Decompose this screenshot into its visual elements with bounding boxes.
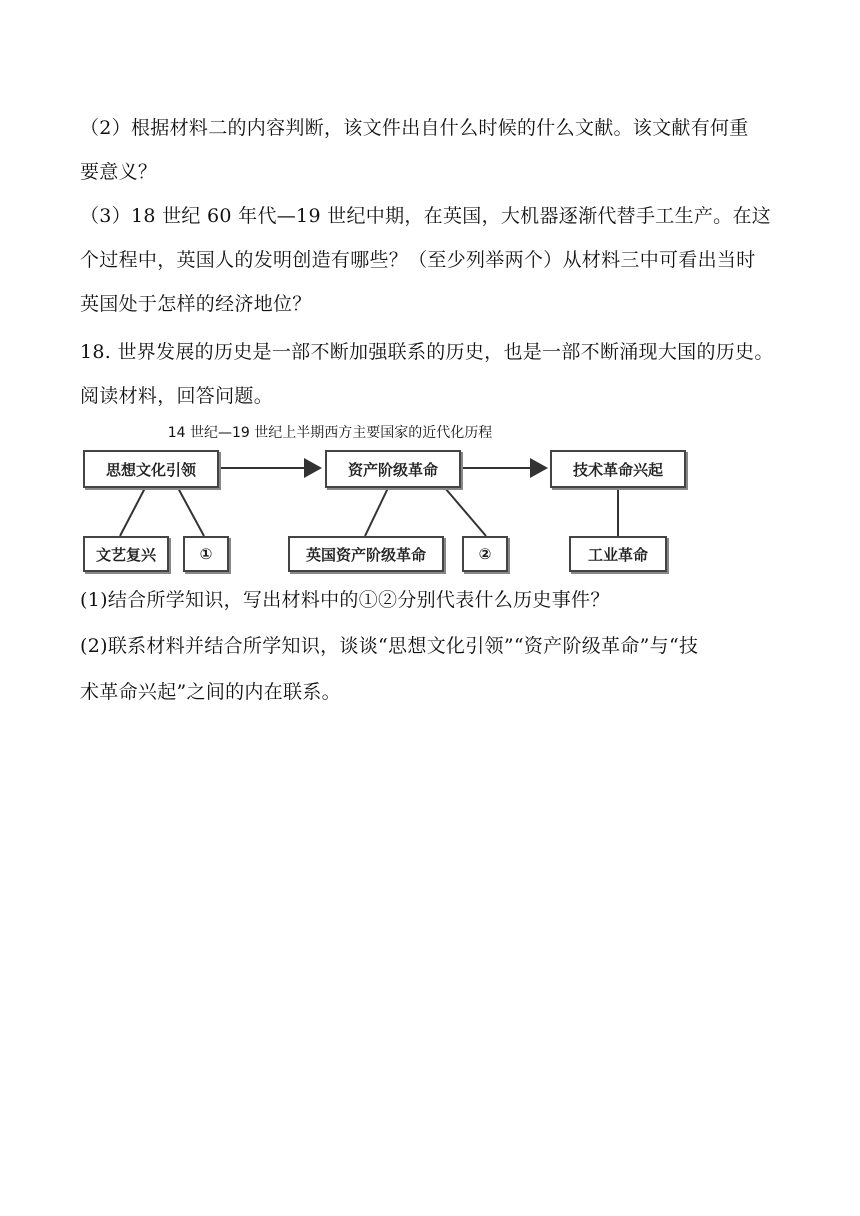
box-industrial-revolution: 工业革命: [569, 536, 667, 572]
box-blank-1: ①: [183, 536, 229, 572]
box-thought-culture: 思想文化引领: [83, 450, 219, 488]
branch-line-4: [445, 488, 486, 536]
diagram-title: 14 世纪—19 世纪上半期西方主要国家的近代化历程: [167, 425, 493, 441]
modernization-flow-diagram: [80, 418, 690, 578]
box-english-revolution: 英国资产阶级革命: [288, 536, 444, 572]
box-tech-revolution: 技术革命兴起: [550, 450, 686, 488]
branch-line-2: [178, 488, 204, 536]
box-blank-2: ②: [462, 536, 508, 572]
question-2-line-1: （2）根据材料二的内容判断，该文件出自什么时候的什么文献。该文献有何重: [80, 117, 749, 139]
branch-line-3: [365, 488, 388, 536]
sub-question-2-line-2: 术革命兴起”之间的内在联系。: [80, 681, 341, 703]
question-18-line-2: 阅读材料，回答问题。: [80, 385, 274, 407]
question-3-line-3: 英国处于怎样的经济地位？: [80, 293, 312, 315]
sub-question-2-line-1: (2)联系材料并结合所学知识，谈谈“思想文化引领”“资产阶级革命”与“技: [80, 635, 699, 657]
question-2-line-2: 要意义？: [80, 161, 158, 183]
question-18-line-1: 18. 世界发展的历史是一部不断加强联系的历史，也是一部不断涌现大国的历史。: [80, 341, 774, 363]
question-3-line-1: （3）18 世纪 60 年代—19 世纪中期，在英国，大机器逐渐代替手工生产。在这: [80, 205, 772, 227]
box-renaissance: 文艺复兴: [83, 536, 169, 572]
sub-question-1: (1)结合所学知识，写出材料中的①②分别代表什么历史事件？: [80, 589, 610, 611]
branch-line-1: [120, 488, 145, 536]
box-bourgeois-revolution: 资产阶级革命: [325, 450, 461, 488]
question-3-line-2: 个过程中，英国人的发明创造有哪些？（至少列举两个）从材料三中可看出当时: [80, 249, 756, 271]
